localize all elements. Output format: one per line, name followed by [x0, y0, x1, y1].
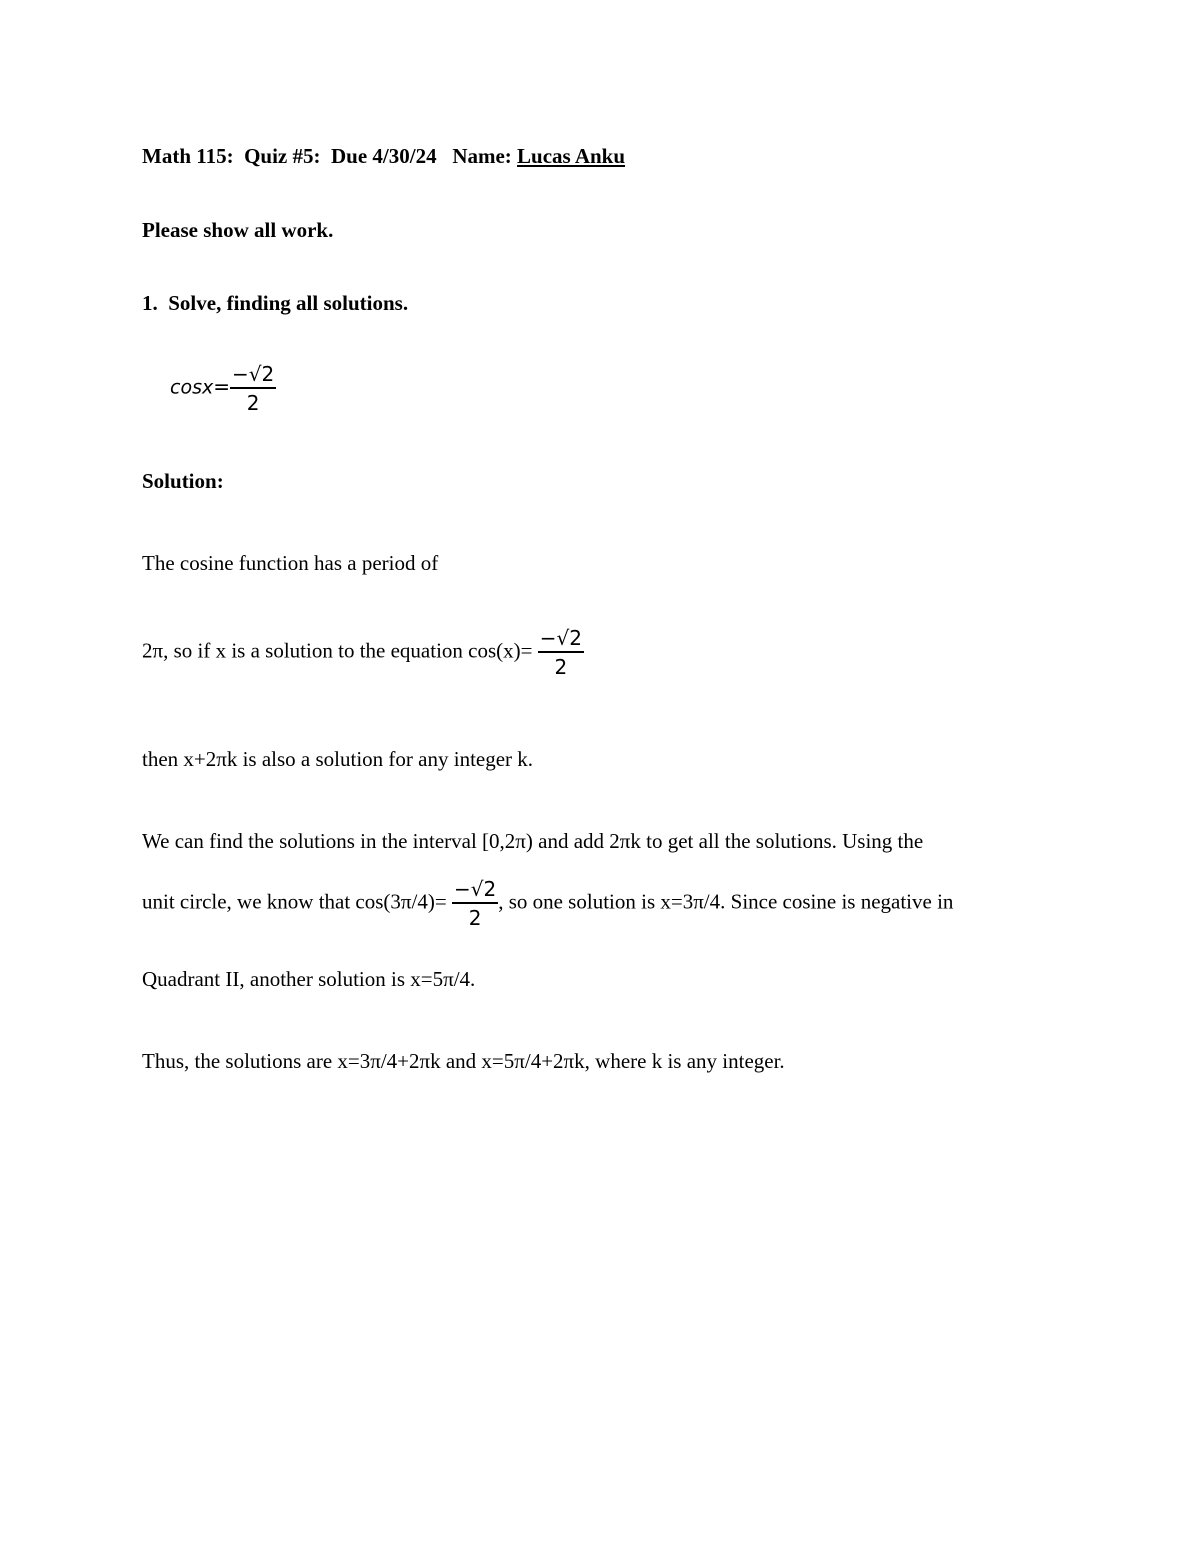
- fraction-denominator: 2: [554, 655, 568, 679]
- solution-heading: Solution:: [142, 469, 224, 493]
- problem-number: 1.: [142, 291, 158, 315]
- fraction-numerator: −√2: [230, 364, 276, 389]
- solution-line-2-text: 2π, so if x is a solution to the equation cos(x)=: [142, 638, 538, 663]
- solution-line-4: We can find the solutions in the interval [0,2π) and add 2πk to get all the solutions. Using the: [142, 829, 924, 853]
- solution-line-5-before: unit circle, we know that cos(3π/4)=: [142, 889, 452, 914]
- solution-line-5: [142, 879, 953, 928]
- solution-line-3: then x+2πk is also a solution for any integer k.: [142, 747, 534, 771]
- instructions: Please show all work.: [142, 218, 334, 242]
- quiz-header: [142, 144, 625, 169]
- problem-statement: [142, 291, 408, 316]
- fraction-numerator: −√2: [452, 879, 498, 904]
- student-name: Lucas Anku: [517, 144, 626, 168]
- solution-line-2-fraction: [538, 628, 584, 677]
- solution-conclusion: Thus, the solutions are x=3π/4+2πk and x=5π/4+2πk, where k is any integer.: [142, 1049, 785, 1073]
- fraction-denominator: 2: [468, 906, 482, 930]
- problem-equation: [170, 364, 276, 413]
- equation-lhs: cosx: [170, 376, 214, 399]
- fraction-numerator: −√2: [538, 628, 584, 653]
- solution-line-5-after: , so one solution is x=3π/4. Since cosine is negative in: [498, 889, 954, 914]
- equation-fraction: [230, 364, 276, 413]
- solution-line-2: [142, 628, 584, 677]
- fraction-denominator: 2: [246, 391, 260, 415]
- solution-line-6: Quadrant II, another solution is x=5π/4.: [142, 967, 476, 991]
- problem-text: Solve, finding all solutions.: [168, 291, 409, 315]
- solution-line-1: The cosine function has a period of: [142, 551, 439, 575]
- solution-line-5-fraction: [452, 879, 498, 928]
- equation-equals: =: [213, 374, 230, 399]
- quiz-header-prefix: Math 115: Quiz #5: Due 4/30/24 Name:: [142, 144, 518, 168]
